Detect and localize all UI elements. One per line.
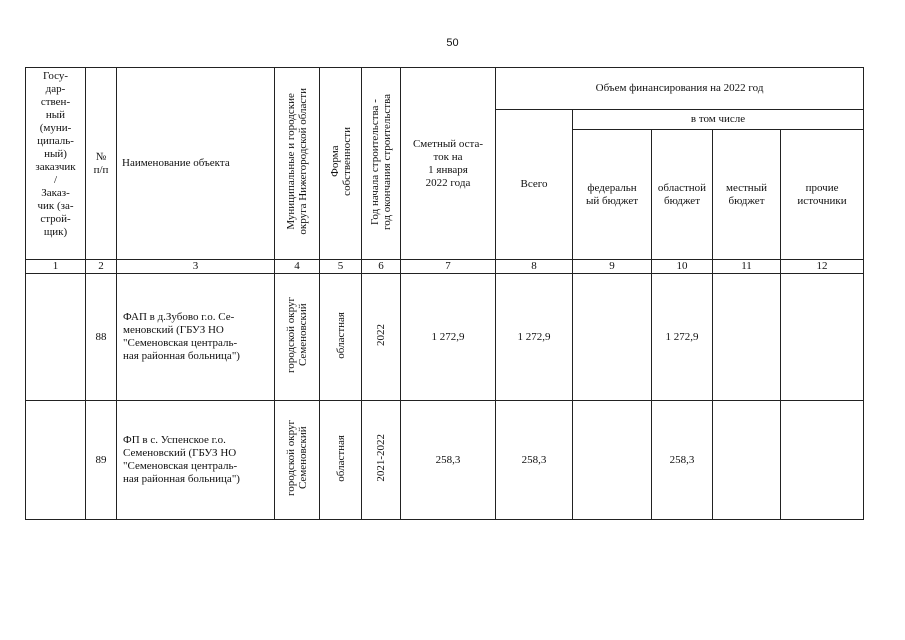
header-row-1 [26,68,864,110]
header-regional: областной бюджет [652,130,713,260]
cell-total: 1 272,9 [496,274,573,401]
column-number: 1 [26,260,86,274]
column-number: 4 [275,260,320,274]
cell-number: 88 [86,274,117,401]
column-number: 3 [117,260,275,274]
column-number: 9 [573,260,652,274]
cell-estimate: 1 272,9 [401,274,496,401]
table-row [26,401,864,520]
financing-table [25,67,864,520]
cell-federal [573,274,652,401]
cell-years: 2021-2022 [362,401,401,520]
table-row [26,274,864,401]
header-total: Всего [496,110,573,260]
cell-object-name: ФАП в д.Зубово г.о. Се- меновский (ГБУЗ НО "Семеновская централь- ная районная больница") [117,274,275,401]
cell-estimate: 258,3 [401,401,496,520]
header-ownership: Форма собственности [320,68,362,260]
header-customer: Госу- дар- ствен- ный (муни- ципаль- ный) заказчик / Заказ- чик (за- строй- щик) [26,68,86,260]
cell-other [781,401,864,520]
cell-federal [573,401,652,520]
column-number: 12 [781,260,864,274]
header-object-name: Наименование объекта [117,68,275,260]
column-number: 2 [86,260,117,274]
page-number: 50 [446,37,459,49]
header-number: № п/п [86,68,117,260]
header-municipality: Муниципальные и городские округа Нижегородской области [275,68,320,260]
cell-regional: 1 272,9 [652,274,713,401]
cell-local [713,274,781,401]
column-number: 11 [713,260,781,274]
header-including: в том числе [573,110,864,130]
column-number: 10 [652,260,713,274]
header-federal: федеральн ый бюджет [573,130,652,260]
cell-local [713,401,781,520]
column-number: 6 [362,260,401,274]
cell-municipality: городской округ Семеновский [275,401,320,520]
cell-number: 89 [86,401,117,520]
header-years: Год начала строительства - год окончания строительства [362,68,401,260]
column-number: 7 [401,260,496,274]
column-number: 8 [496,260,573,274]
cell-ownership: областная [320,274,362,401]
cell-ownership: областная [320,401,362,520]
column-number: 5 [320,260,362,274]
cell-years: 2022 [362,274,401,401]
cell-object-name: ФП в с. Успенское г.о. Семеновский (ГБУЗ НО "Семеновская централь- ная районная больница") [117,401,275,520]
cell-regional: 258,3 [652,401,713,520]
cell-customer [26,274,86,401]
header-local: местный бюджет [713,130,781,260]
header-estimate: Сметный оста- ток на 1 января 2022 года [401,68,496,260]
header-funding: Объем финансирования на 2022 год [496,68,864,110]
cell-other [781,274,864,401]
column-number-row [26,260,864,274]
cell-municipality: городской округ Семеновский [275,274,320,401]
cell-total: 258,3 [496,401,573,520]
cell-customer [26,401,86,520]
header-other: прочие источники [781,130,864,260]
